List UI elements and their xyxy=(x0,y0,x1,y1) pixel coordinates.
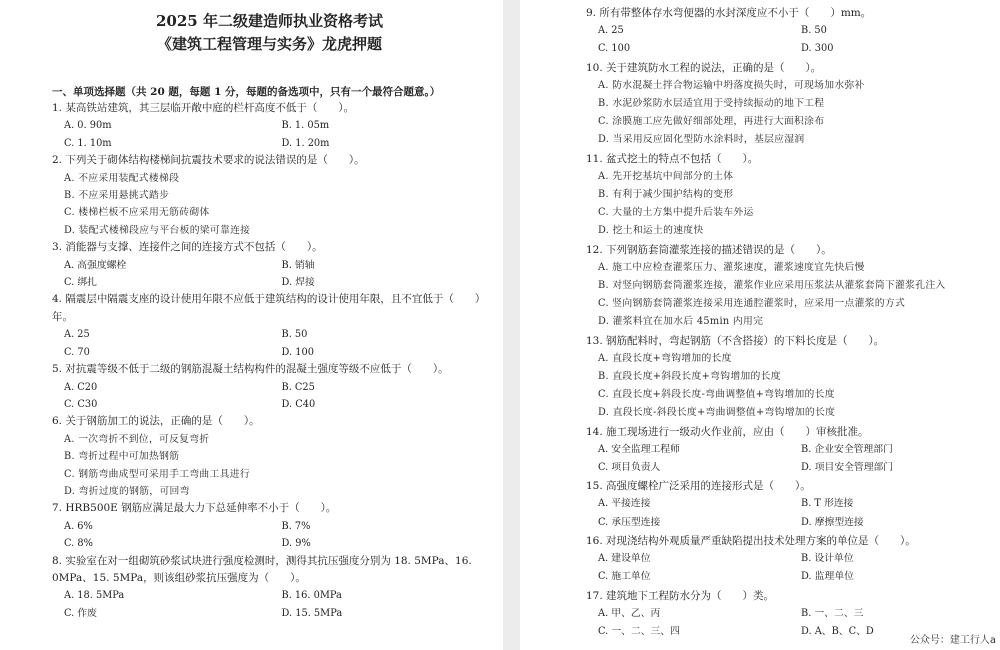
answer-option: D. 焊接 xyxy=(281,277,315,289)
answer-option: D. 15. 5MPa xyxy=(281,607,343,619)
option-group xyxy=(586,259,992,332)
answer-option: D. 100 xyxy=(281,346,314,358)
answer-option: B. 销轴 xyxy=(281,259,315,271)
question xyxy=(586,59,992,150)
question-list-left xyxy=(52,100,487,622)
answer-option: C. 作废 xyxy=(64,607,97,619)
question xyxy=(52,239,487,291)
question xyxy=(52,500,487,552)
question-stem: 13. 钢筋配料时，弯起钢筋（不含搭接）的下料长度是（ ）。 xyxy=(586,334,885,347)
option-group xyxy=(52,257,487,292)
question-stem: 7. HRB500E 钢筋应满足最大力下总延伸率不小于（ ）。 xyxy=(52,502,337,515)
footer-watermark: 公众号：建工行人a xyxy=(909,635,996,646)
question-stem: 2. 下列关于砌体结构楼梯间抗震技术要求的说法错误的是（ ）。 xyxy=(52,154,365,167)
answer-option: A. 0. 90m xyxy=(64,120,112,132)
answer-option: A. 25 xyxy=(64,329,90,341)
answer-option: C. 8% xyxy=(64,538,93,550)
option-group xyxy=(586,168,992,241)
answer-option: D. 弯折过度的钢筋，可回弯 xyxy=(64,485,190,497)
question xyxy=(586,241,992,332)
question-stem: 5. 对抗震等级不低于二级的钢筋混凝土结构构件的混凝土强度等级不应低于（ ）。 xyxy=(52,363,449,376)
answer-option: B. 50 xyxy=(801,25,827,37)
answer-option: A. 不应采用装配式楼梯段 xyxy=(64,172,180,184)
question xyxy=(52,291,487,361)
question xyxy=(586,150,992,241)
option-group xyxy=(586,441,992,477)
answer-option: C. 大量的土方集中提升后装车外运 xyxy=(598,207,754,219)
answer-option: A. 一次弯折不到位，可反复弯折 xyxy=(64,433,210,445)
question xyxy=(586,332,992,423)
exam-subtitle: 《建筑工程管理与实务》龙虎押题 xyxy=(156,35,382,53)
answer-option: D. 装配式楼梯段应与平台板的梁可靠连接 xyxy=(64,224,251,236)
answer-option: B. 企业安全管理部门 xyxy=(801,443,893,455)
question xyxy=(586,4,992,59)
question xyxy=(586,423,992,478)
answer-option: B. 7% xyxy=(281,520,311,532)
question xyxy=(586,477,992,532)
answer-option: B. 设计单位 xyxy=(801,553,854,565)
answer-option: D. 300 xyxy=(801,43,834,55)
option-group xyxy=(52,379,487,414)
answer-option: C. 1. 10m xyxy=(64,137,112,149)
answer-option: A. 直段长度+弯钩增加的长度 xyxy=(598,352,732,364)
answer-option: A. C20 xyxy=(64,381,98,393)
question-stem: 17. 建筑地下工程防水分为（ ）类。 xyxy=(586,589,775,602)
answer-option: A. 先开挖基坑中间部分的土体 xyxy=(598,170,734,182)
answer-option: C. 绑扎 xyxy=(64,277,97,289)
answer-option: A. 6% xyxy=(64,520,93,532)
answer-option: A. 建设单位 xyxy=(598,553,651,565)
question-stem: 15. 高强度螺栓广泛采用的连接形式是（ ）。 xyxy=(586,480,811,493)
answer-option: C. 承压型连接 xyxy=(598,516,661,528)
question-stem: 14. 施工现场进行一级动火作业前，应由（ ）审核批准。 xyxy=(586,425,869,438)
answer-option: B. 不应采用悬挑式踏步 xyxy=(64,190,170,202)
question xyxy=(52,553,487,623)
answer-option: C. 项目负责人 xyxy=(598,462,661,474)
answer-option: A. 高强度螺栓 xyxy=(64,259,127,271)
answer-option: D. 项目安全管理部门 xyxy=(801,462,894,474)
option-group xyxy=(586,495,992,531)
answer-option: B. 16. 0MPa xyxy=(281,590,342,602)
answer-option: C. 钢筋弯曲成型可采用手工弯曲工具进行 xyxy=(64,468,250,480)
option-group xyxy=(52,518,487,553)
answer-option: D. 当采用反应固化型防水涂料时，基层应湿润 xyxy=(598,134,805,146)
question-stem: 12. 下列钢筋套筒灌浆连接的描述错误的是（ ）。 xyxy=(586,243,832,256)
answer-option: C. 涂膜施工应先做好细部处理，再进行大面积涂布 xyxy=(598,116,825,128)
option-group xyxy=(52,431,487,501)
question-stem: 11. 盆式挖土的特点不包括（ ）。 xyxy=(586,152,759,165)
exam-title: 2025 年二级建造师执业资格考试 xyxy=(156,12,383,30)
answer-option: B. T 形连接 xyxy=(801,498,854,510)
answer-option: D. 灌浆料宜在加水后 45min 内用完 xyxy=(598,316,764,328)
answer-option: C. 100 xyxy=(598,43,631,55)
question xyxy=(52,413,487,500)
question-stem: 8. 实验室在对一组砌筑砂浆试块进行强度检测时，测得其抗压强度分别为 18. 5MPa、16. 0MPa、15. 5MPa，则该组砂浆抗压强度为（ ）。 xyxy=(52,554,472,584)
answer-option: A. 平接连接 xyxy=(598,498,651,510)
option-group xyxy=(52,170,487,240)
question-stem: 16. 对现浇结构外观质量严重缺陷提出技术处理方案的单位是（ ）。 xyxy=(586,534,916,547)
answer-option: A. 安全监理工程师 xyxy=(598,443,680,455)
answer-option: B. 对竖向钢筋套筒灌浆连接，灌浆作业应采用压浆法从灌浆套筒下灌浆孔注入 xyxy=(598,280,946,292)
answer-option: D. 直段长度-斜段长度+弯曲调整值+弯钩增加的长度 xyxy=(598,407,836,419)
answer-option: A. 25 xyxy=(598,25,624,37)
question xyxy=(52,152,487,239)
answer-option: D. 9% xyxy=(281,538,311,550)
answer-option: C. 一、二、三、四 xyxy=(598,625,680,637)
question-stem: 1. 某高铁站建筑，其三层临开敞中庭的栏杆高度不低于（ ）。 xyxy=(52,102,355,114)
option-group xyxy=(586,350,992,423)
answer-option: B. 直段长度+斜段长度+弯钩增加的长度 xyxy=(598,371,781,383)
answer-option: B. C25 xyxy=(281,381,315,393)
answer-option: B. 有利于减少围护结构的变形 xyxy=(598,189,734,201)
answer-option: D. A、B、C、D xyxy=(801,625,874,637)
question-list-right xyxy=(586,4,992,641)
option-group xyxy=(586,22,992,58)
option-group xyxy=(52,587,487,622)
answer-option: B. 1. 05m xyxy=(281,120,330,132)
answer-option: C. 竖向钢筋套筒灌浆连接采用连通腔灌浆时，应采用一点灌浆的方式 xyxy=(598,298,906,310)
question xyxy=(586,532,992,587)
answer-option: A. 18. 5MPa xyxy=(64,590,125,602)
answer-option: A. 施工中应检查灌浆压力、灌浆速度，灌浆速度宜先快后慢 xyxy=(598,261,865,273)
section-heading: 一、单项选择题（共 20 题，每题 1 分，每题的备选项中，只有一个最符合题意。） xyxy=(52,86,441,98)
option-group xyxy=(52,326,487,361)
answer-option: D. 1. 20m xyxy=(281,137,330,149)
answer-option: A. 甲、乙、丙 xyxy=(598,607,661,619)
answer-option: C. 施工单位 xyxy=(598,571,651,583)
question-stem: 3. 消能器与支撑、连接件之间的连接方式不包括（ ）。 xyxy=(52,241,323,254)
answer-option: A. 防水混凝土拌合物运输中坍落度损失时，可现场加水弥补 xyxy=(598,79,865,91)
question-stem: 9. 所有带整体存水弯便器的水封深度应不小于（ ）mm。 xyxy=(586,7,872,19)
question-stem: 4. 隔震层中隔震支座的设计使用年限不应低于建筑结构的设计使用年限，且不宜低于（ ）年。 xyxy=(52,293,486,323)
answer-option: B. 一、二、三 xyxy=(801,607,864,619)
option-group xyxy=(586,77,992,150)
right-page xyxy=(520,0,1000,650)
answer-option: C. 70 xyxy=(64,346,90,358)
option-group xyxy=(586,550,992,586)
answer-option: B. 弯折过程中可加热钢筋 xyxy=(64,451,180,463)
question xyxy=(52,100,487,152)
question-stem: 6. 关于钢筋加工的说法，正确的是（ ）。 xyxy=(52,415,260,428)
answer-option: B. 50 xyxy=(281,329,308,341)
answer-option: D. 摩擦型连接 xyxy=(801,516,864,528)
question-stem: 10. 关于建筑防水工程的说法，正确的是（ ）。 xyxy=(586,61,822,74)
question xyxy=(52,361,487,413)
answer-option: B. 水泥砂浆防水层适宜用于受持续振动的地下工程 xyxy=(598,98,825,110)
option-group xyxy=(52,117,487,152)
answer-option: D. 挖土和运土的速度快 xyxy=(598,225,704,237)
answer-option: D. 监理单位 xyxy=(801,571,854,583)
answer-option: C. C30 xyxy=(64,398,98,410)
answer-option: D. C40 xyxy=(281,398,316,410)
answer-option: C. 直段长度+斜段长度-弯曲调整值+弯钩增加的长度 xyxy=(598,389,835,401)
answer-option: C. 楼梯栏板不应采用无筋砖砌体 xyxy=(64,207,210,219)
